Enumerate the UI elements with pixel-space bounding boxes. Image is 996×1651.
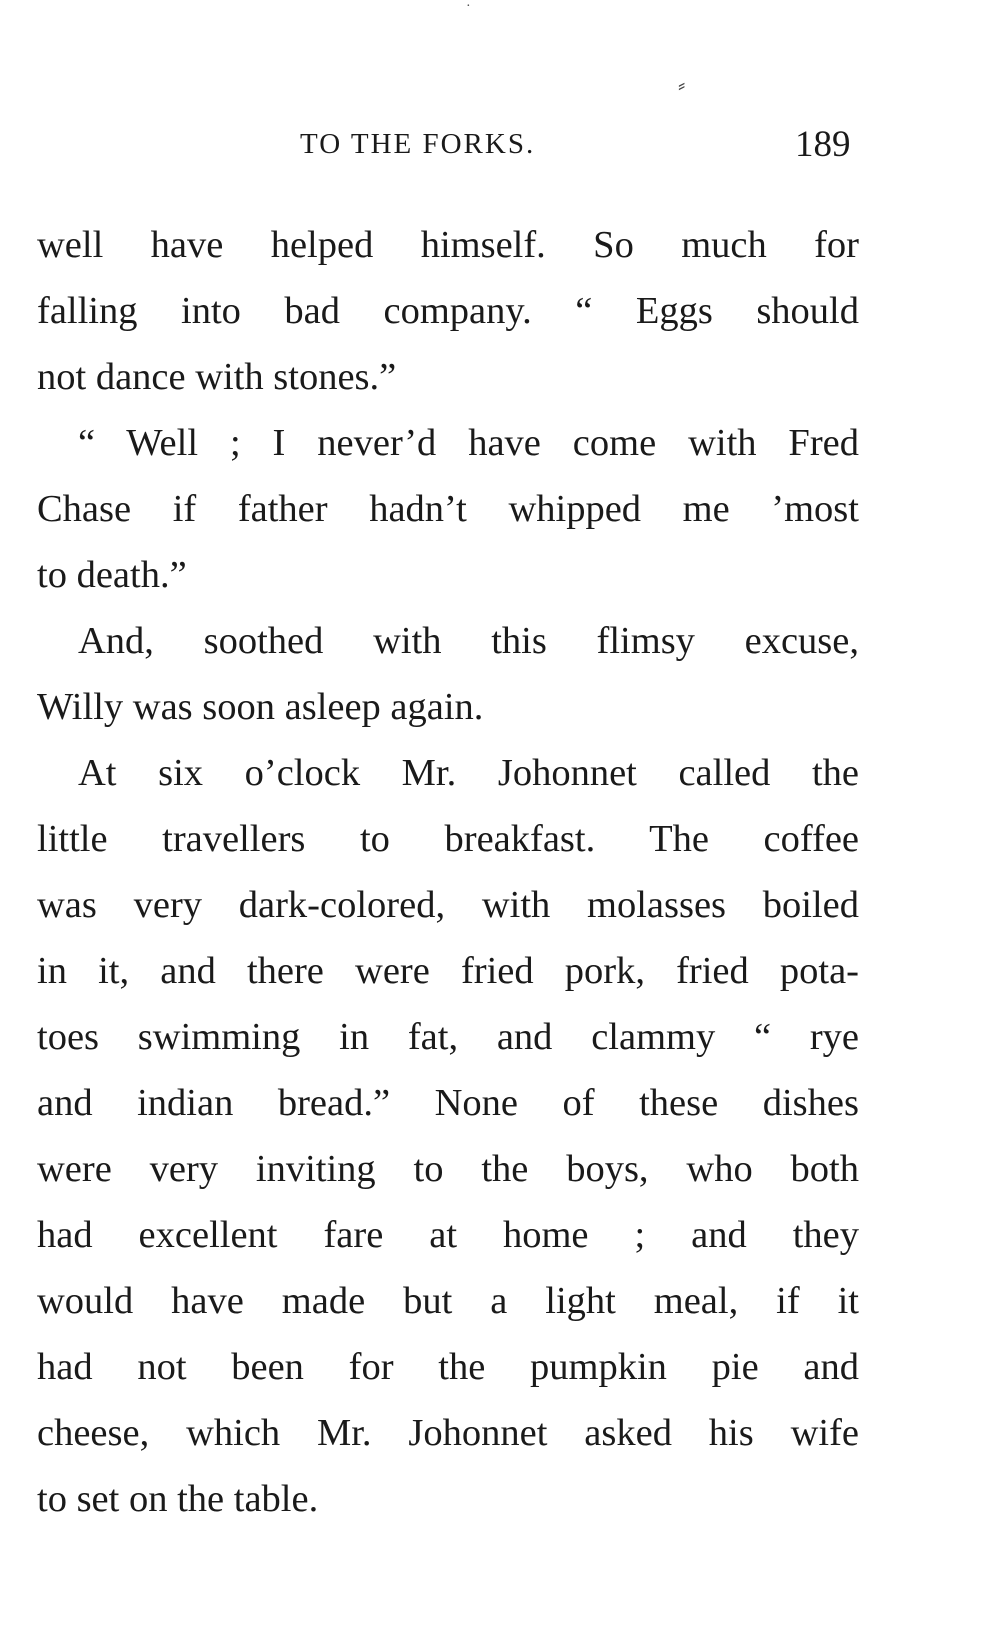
text-line: cheese, which Mr. Johonnet asked his wife: [37, 1412, 859, 1454]
print-mark: ⸗: [678, 72, 686, 97]
text-line: in it, and there were fried pork, fried pota-: [37, 950, 859, 992]
page-number: 189: [795, 124, 851, 165]
print-speck: ·: [466, 0, 471, 14]
text-line: well have helped himself. So much for: [37, 224, 859, 266]
text-line: little travellers to breakfast. The coffee: [37, 818, 859, 860]
text-line: toes swimming in fat, and clammy “ rye: [37, 1016, 859, 1058]
body-text: [37, 212, 859, 1532]
text-line: to set on the table.: [37, 1478, 319, 1520]
text-line: to death.”: [37, 554, 187, 596]
text-line: Willy was soon asleep again.: [37, 686, 484, 728]
text-line: Chase if father hadn’t whipped me ’most: [37, 488, 859, 530]
running-head: TO THE FORKS.: [300, 128, 536, 160]
text-line: was very dark-colored, with molasses boiled: [37, 884, 859, 926]
text-line: At six o’clock Mr. Johonnet called the: [78, 752, 859, 794]
text-line: had not been for the pumpkin pie and: [37, 1346, 859, 1388]
text-line: would have made but a light meal, if it: [37, 1280, 859, 1322]
text-line: had excellent fare at home ; and they: [37, 1214, 859, 1256]
text-line: And, soothed with this flimsy excuse,: [78, 620, 859, 662]
text-line: and indian bread.” None of these dishes: [37, 1082, 859, 1124]
text-line: were very inviting to the boys, who both: [37, 1148, 859, 1190]
text-line: falling into bad company. “ Eggs should: [37, 290, 859, 332]
text-line: not dance with stones.”: [37, 356, 397, 398]
text-line: “ Well ; I never’d have come with Fred: [78, 422, 859, 464]
